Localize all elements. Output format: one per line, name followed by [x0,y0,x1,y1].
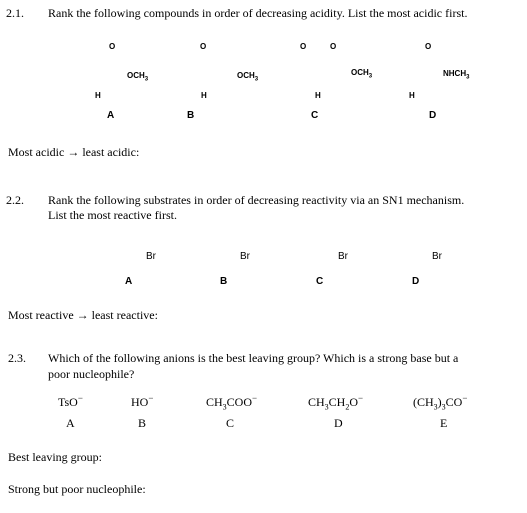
q3-best-leaving-label: Best leaving group: [8,450,102,464]
q2-d-letter: D [412,276,420,287]
q3-c-formula: $CH_3COO^-$ [206,393,258,412]
q1-a-letter: A [107,110,115,121]
q1-a-group: $OCH_3$ [127,71,149,83]
q3-e-formula: $(CH_3)_3CO^-$ [413,393,468,412]
q1-c-group: $OCH_3$ [351,68,373,80]
q3-b-letter: B [138,416,147,430]
q1-b-letter: B [187,110,195,121]
q1-d-group: $NHCH_3$ [443,69,470,81]
q1-a-hydrogen: H [95,91,101,100]
q2-c-letter: C [316,276,324,287]
q1-c-hydrogen: H [315,91,321,100]
q1-b-hydrogen: H [201,91,207,100]
q3-c-letter: C [226,416,235,430]
q3-prompt-line1: Which of the following anions is the best leaving group? Which is a strong base but a [48,351,459,365]
q1-b-group: $OCH_3$ [237,71,259,83]
q2-b-bromine: Br [240,251,250,262]
q3-a-letter: A [66,416,75,430]
q1-number: 2.1. [6,6,24,20]
q1-prompt: Rank the following compounds in order of decreasing acidity. List the most acidic first. [48,6,468,20]
q3-e-letter: E [440,416,448,430]
q1-c-letter: C [311,110,319,121]
q1-b-oxygen: O [200,42,207,51]
q1-d-hydrogen: H [409,91,415,100]
q1-c-oxygen-1: O [300,42,307,51]
q3-d-letter: D [334,416,343,430]
q2-prompt-line1: Rank the following substrates in order of decreasing reactivity via an SN1 mechanism. [48,193,465,207]
q2-a-letter: A [125,276,133,287]
q2-number: 2.2. [6,193,24,207]
q3-a-formula: TsO− [58,393,83,409]
q2-answer-label: Most reactive → least reactive: [8,308,158,322]
q1-answer-label: Most acidic → least acidic: [8,145,140,159]
q2-prompt-line2: List the most reactive first. [48,208,177,222]
q2-b-letter: B [220,276,228,287]
q2-c-bromine: Br [338,251,348,262]
q2-d-bromine: Br [432,251,442,262]
q1-d-oxygen: O [425,42,432,51]
q2-a-bromine: Br [146,251,156,262]
q1-d-letter: D [429,110,437,121]
q3-prompt-line2: poor nucleophile? [48,367,135,381]
q3-strong-base-label: Strong but poor nucleophile: [8,482,146,496]
q1-a-oxygen: O [109,42,116,51]
q1-c-oxygen-2: O [330,42,337,51]
q3-d-formula: $CH_3CH_2O^-$ [308,393,364,412]
q3-b-formula: HO− [131,393,154,409]
q3-number: 2.3. [8,351,26,365]
